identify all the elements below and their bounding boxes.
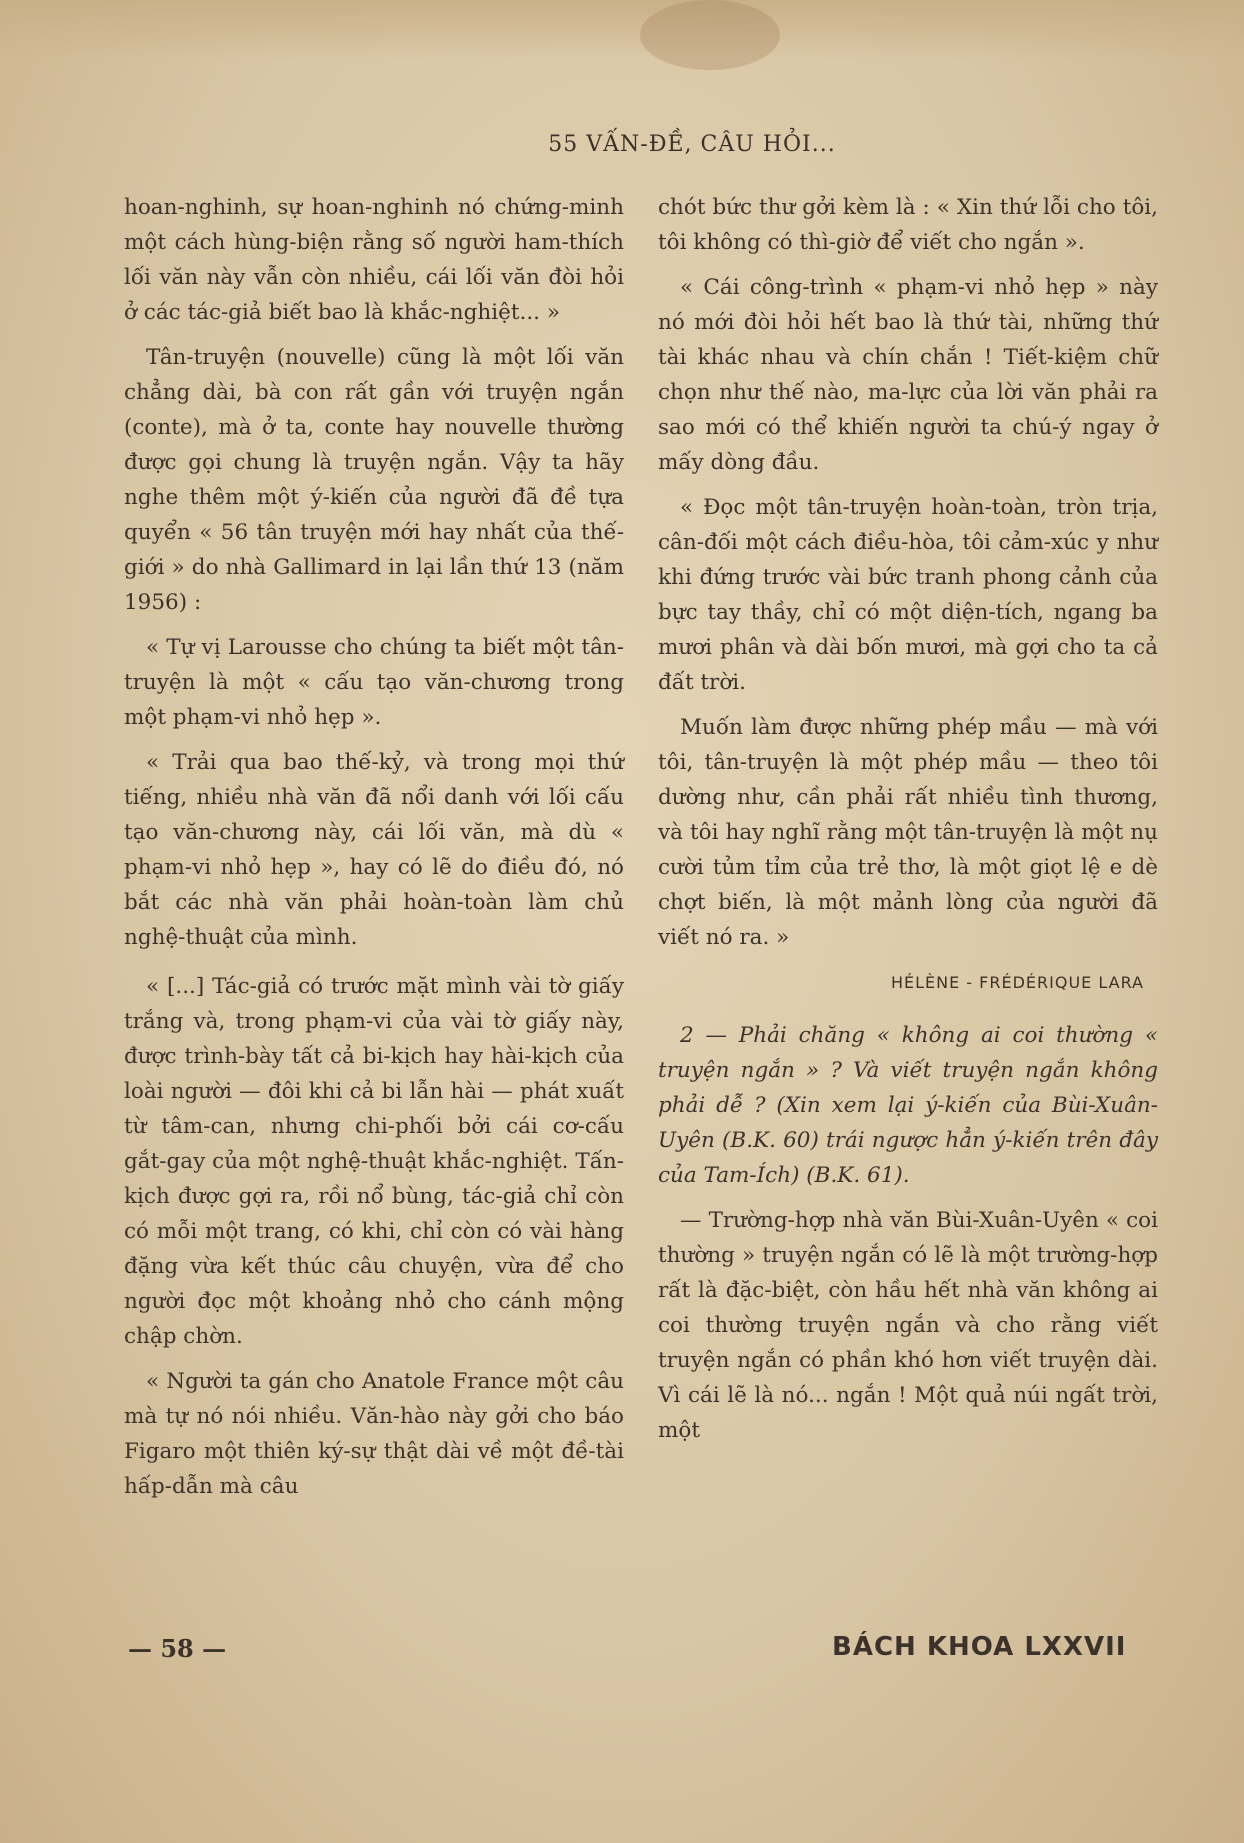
- paper-stain: [640, 0, 780, 70]
- left-column: [124, 190, 624, 1514]
- paragraph: « Người ta gán cho Anatole France một câu mà tự nó nói nhiều. Văn-hào này gởi cho báo Figaro một thiên ký-sự thật dài về một đề-tài hấp-dẫn mà câu: [124, 1369, 624, 1499]
- paragraph: Tân-truyện (nouvelle) cũng là một lối văn chẳng dài, bà con rất gần với truyện ngắn (conte), mà ở ta, conte hay nouvelle thường được gọi chung là truyện ngắn. Vậy ta hãy nghe thêm một ý-kiến của người đã đề tựa quyển « 56 tân truyện mới hay nhất của thế-giới » do nhà Gallimard in lại lần thứ 13 (năm 1956) :: [124, 345, 624, 615]
- right-column: [658, 190, 1158, 1458]
- running-head: 55 VẤN-ĐỀ, CÂU HỎI...: [548, 132, 836, 157]
- paragraph: — Trường-hợp nhà văn Bùi-Xuân-Uyên « coi thường » truyện ngắn có lẽ là một trường-hợp rất là đặc-biệt, còn hầu hết nhà văn không ai coi thường truyện ngắn và cho rằng viết truyện ngắn có phần khó hơn viết truyện dài. Vì cái lẽ là nó... ngắn ! Một quả núi ngất trời, một: [658, 1208, 1158, 1443]
- signature: HÉLÈNE - FRÉDÉRIQUE LARA: [890, 973, 1144, 992]
- paper-stain: [0, 0, 1244, 60]
- paragraph: « [...] Tác-giả có trước mặt mình vài tờ giấy trắng và, trong phạm-vi của vài tờ giấy này, được trình-bày tất cả bi-kịch hay hài-kịch của loài người — đôi khi cả bi lẫn hài — phát xuất từ tâm-can, nhưng chi-phối bởi cái cơ-cấu gắt-gay của một nghệ-thuật khắc-nghiệt. Tấn-kịch được gợi ra, rồi nổ bùng, tác-giả chỉ còn có mỗi một trang, có khi, chỉ còn có vài hàng đặng vừa kết thúc câu chuyện, vừa để cho người đọc một khoảng nhỏ cho cánh mộng chập chờn.: [124, 974, 624, 1349]
- paragraph: « Đọc một tân-truyện hoàn-toàn, tròn trịa, cân-đối một cách điều-hòa, tôi cảm-xúc y như khi đứng trước vài bức tranh phong cảnh của bực tay thầy, chỉ có một diện-tích, ngang ba mươi phân và dài bốn mươi, mà gợi cho ta cả đất trời.: [658, 495, 1158, 695]
- magazine-name: BÁCH KHOA LXXVII: [832, 1632, 1127, 1662]
- paragraph: Muốn làm được những phép mầu — mà với tôi, tân-truyện là một phép mầu — theo tôi dường như, cần phải rất nhiều tình thương, và tôi hay nghĩ rằng một tân-truyện là một nụ cười tủm tỉm của trẻ thơ, là một giọt lệ e dè chợt biến, là một mảnh lòng của người đã viết nó ra. »: [658, 715, 1158, 950]
- paragraph: hoan-nghinh, sự hoan-nghinh nó chứng-minh một cách hùng-biện rằng số người ham-thích lối văn này vẫn còn nhiều, cái lối văn đòi hỏi ở các tác-giả biết bao là khắc-nghiệt... »: [124, 195, 624, 325]
- page-number: — 58 —: [128, 1634, 227, 1663]
- paragraph: « Trải qua bao thế-kỷ, và trong mọi thứ tiếng, nhiều nhà văn đã nổi danh với lối cấu tạo văn-chương này, cái lối văn, mà dù « phạm-vi nhỏ hẹp », hay có lẽ do điều đó, nó bắt các nhà văn phải hoàn-toàn làm chủ nghệ-thuật của mình.: [124, 750, 624, 950]
- paragraph: « Cái công-trình « phạm-vi nhỏ hẹp » này nó mới đòi hỏi hết bao là thứ tài, những thứ tài khác nhau và chín chắn ! Tiết-kiệm chữ chọn như thế nào, ma-lực của lời văn phải ra sao mới có thể khiến người ta chú-ý ngay ở mấy dòng đầu.: [658, 275, 1158, 475]
- question-note: 2 — Phải chăng « không ai coi thường « truyện ngắn » ? Và viết truyện ngắn không phải dễ ? (Xin xem lại ý-kiến của Bùi-Xuân-Uyên (B.K. 60) trái ngược hẳn ý-kiến trên đây của Tam-Ích) (B.K. 61).: [658, 1023, 1158, 1188]
- paragraph: « Tự vị Larousse cho chúng ta biết một tân-truyện là một « cấu tạo văn-chương trong một phạm-vi nhỏ hẹp ».: [124, 635, 624, 730]
- paragraph: chót bức thư gởi kèm là : « Xin thứ lỗi cho tôi, tôi không có thì-giờ để viết cho ngắn ».: [658, 195, 1158, 255]
